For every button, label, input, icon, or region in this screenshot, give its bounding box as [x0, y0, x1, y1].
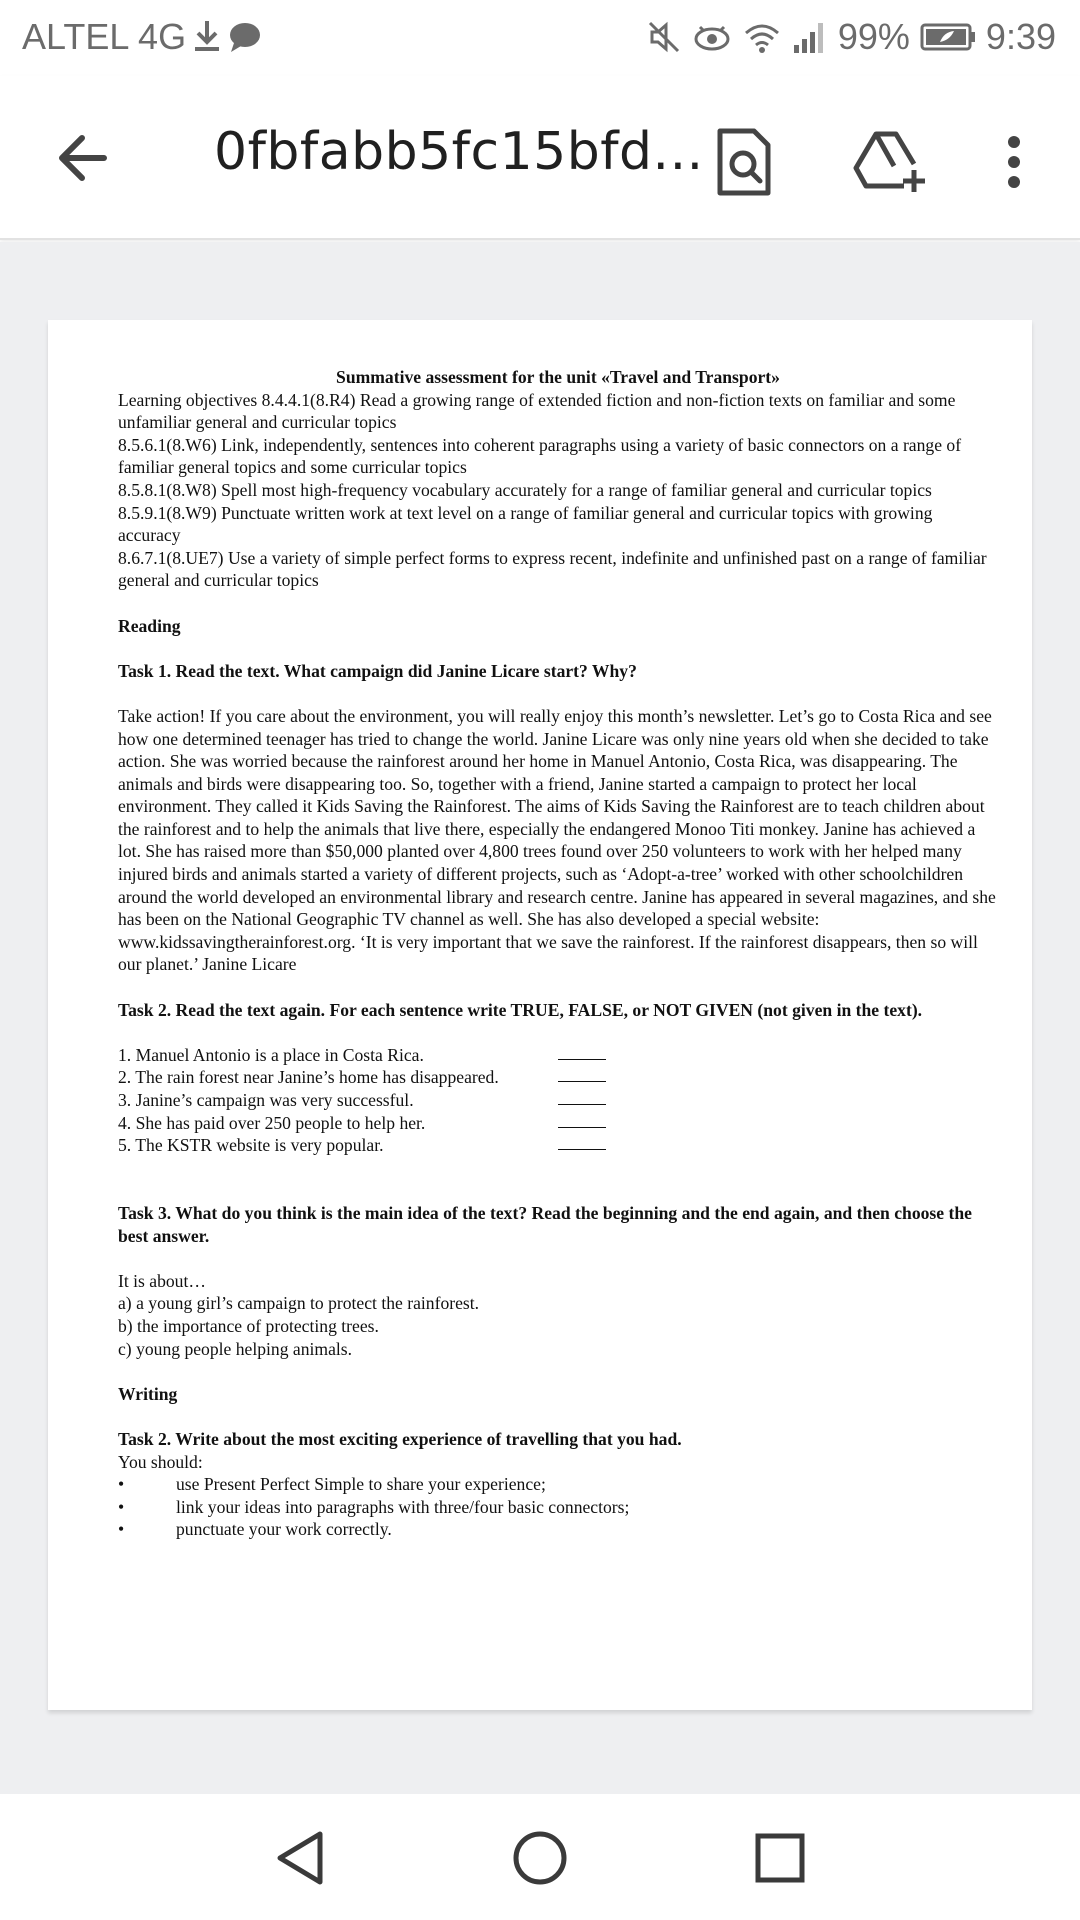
mute-icon [646, 19, 682, 55]
task3-heading: Task 3. What do you think is the main idea of the text? Read the beginning and the end again, and then choose the best answer. [118, 1202, 972, 1246]
statement-row [118, 1134, 998, 1157]
download-icon [192, 19, 222, 55]
bullet-text: punctuate your work correctly. [176, 1519, 392, 1540]
status-left [22, 16, 262, 58]
clock: 9:39 [985, 16, 1056, 57]
app-bar [0, 76, 1080, 240]
carrier-label: ALTEL 4G [22, 16, 187, 57]
statement-1: 1. Manuel Antonio is a place in Costa Rica. [118, 1044, 424, 1065]
objective-5: 8.6.7.1(8.UE7) Use a variety of simple perfect forms to express recent, indefinite and unfinished past on a range of familiar general and curricular topics [118, 547, 987, 591]
bullet-marker: • [118, 1474, 125, 1495]
task1-heading: Task 1. Read the text. What campaign did Janine Licare start? Why? [118, 660, 637, 681]
battery-icon [920, 22, 976, 52]
bullet-item [118, 1518, 998, 1541]
message-icon [228, 21, 262, 53]
status-right [646, 16, 1056, 58]
nav-home-button[interactable] [510, 1828, 570, 1888]
objective-2: 8.5.6.1(8.W6) Link, independently, sentences into coherent paragraphs using a variety of basic connectors on a range of familiar general topics and some curricular topics [118, 434, 962, 478]
document-body [118, 366, 998, 1541]
writing-heading: Writing [118, 1383, 178, 1404]
nav-back-button[interactable] [270, 1828, 330, 1888]
statement-5: 5. The KSTR website is very popular. [118, 1135, 384, 1156]
more-vert-icon [1004, 134, 1024, 190]
statement-row [118, 1112, 998, 1135]
square-recents-icon [750, 1828, 810, 1888]
status-bar [0, 0, 1080, 76]
document-viewer[interactable] [0, 242, 1080, 1794]
bullet-item [118, 1496, 998, 1519]
objective-4: 8.5.9.1(8.W9) Punctuate written work at text level on a range of familiar general and curricular topics with growing accuracy [118, 502, 933, 546]
statement-row [118, 1089, 998, 1112]
option-c: c) young people helping animals. [118, 1338, 353, 1359]
doc-title: Summative assessment for the unit «Travel and Transport» [336, 367, 780, 387]
nav-recents-button[interactable] [750, 1828, 810, 1888]
more-options-button[interactable] [972, 120, 1056, 204]
eye-comfort-icon [692, 19, 732, 55]
statement-row [118, 1066, 998, 1089]
answer-blank [558, 1134, 606, 1150]
bullet-marker: • [118, 1519, 125, 1540]
task2-heading: Task 2. Read the text again. For each sentence write TRUE, FALSE, or NOT GIVEN (not given in the text). [118, 999, 923, 1020]
objective-3: 8.5.8.1(8.W8) Spell most high-frequency vocabulary accurately for a range of familiar general and curricular topics [118, 479, 932, 500]
statement-3: 3. Janine’s campaign was very successful. [118, 1090, 414, 1110]
add-to-drive-button[interactable] [848, 120, 932, 204]
document-page [48, 320, 1032, 1710]
find-in-document-button[interactable] [702, 120, 786, 204]
answer-blank [558, 1044, 606, 1060]
task3-intro: It is about… [118, 1270, 206, 1291]
statement-2: 2. The rain forest near Janine’s home has disappeared. [118, 1067, 499, 1088]
back-button[interactable] [52, 128, 112, 188]
statement-4: 4. She has paid over 250 people to help her. [118, 1112, 426, 1133]
reading-heading: Reading [118, 615, 181, 636]
back-arrow-icon [52, 128, 112, 188]
answer-blank [558, 1089, 606, 1105]
option-b: b) the importance of protecting trees. [118, 1315, 379, 1336]
option-a: a) a young girl’s campaign to protect the rainforest. [118, 1293, 480, 1314]
add-to-drive-icon [852, 130, 928, 194]
answer-blank [558, 1112, 606, 1128]
signal-icon [792, 19, 828, 55]
document-search-icon [716, 127, 772, 197]
triangle-back-icon [270, 1828, 330, 1888]
you-should: You should: [118, 1451, 203, 1472]
battery-percent: 99% [837, 16, 910, 57]
bullet-item [118, 1473, 998, 1496]
writing-task-heading: Task 2. Write about the most exciting experience of travelling that you had. [118, 1428, 682, 1449]
circle-home-icon [510, 1828, 570, 1888]
file-title: 0fbfabb5fc15bfd... [214, 122, 704, 182]
reading-passage: Take action! If you care about the environment, you will really enjoy this month’s newsletter. Let’s go to Costa Rica and see how one determined teenager has tried to change the world. Janine Licare was only nine years old when she decided to take action. She was worried because the rainforest around her home in Manuel Antonio, Costa Rica, was disappearing. The animals and birds were disappearing too. So, together with a friend, Janine started a campaign to protect her local environment. They called it Kids Saving the Rainforest. The aims of Kids Saving the Rainforest are to teach children about the rainforest and to help the animals that live there, especially the endangered Monoo Titi monkey. Janine has achieved a lot. She has raised more than $50,000 planted over 4,800 trees found over 250 volunteers to work with her helped many injured birds and animals started a variety of different projects, such as ‘Adopt-a-tree’ worked with other schoolchildren around the world developed an environmental library and research centre. Janine has appeared in several magazines, and she has been on the National Geographic TV channel as well. She has also developed a special website: www.kidssavingtherainforest.org. ‘It is very important that we save the rainforest. If the rainforest disappears, then so will our planet.’ Janine Licare [118, 705, 996, 975]
bullet-text: use Present Perfect Simple to share your experience; [176, 1474, 546, 1495]
bullet-text: link your ideas into paragraphs with three/four basic connectors; [176, 1496, 630, 1517]
answer-blank [558, 1066, 606, 1082]
statement-row [118, 1044, 998, 1067]
objective-1: Learning objectives 8.4.4.1(8.R4) Read a growing range of extended fiction and non-fiction texts on familiar and some unfamiliar general and curricular topics [118, 389, 956, 433]
bullet-marker: • [118, 1496, 125, 1517]
system-nav-bar [0, 1794, 1080, 1920]
wifi-icon [742, 19, 782, 55]
